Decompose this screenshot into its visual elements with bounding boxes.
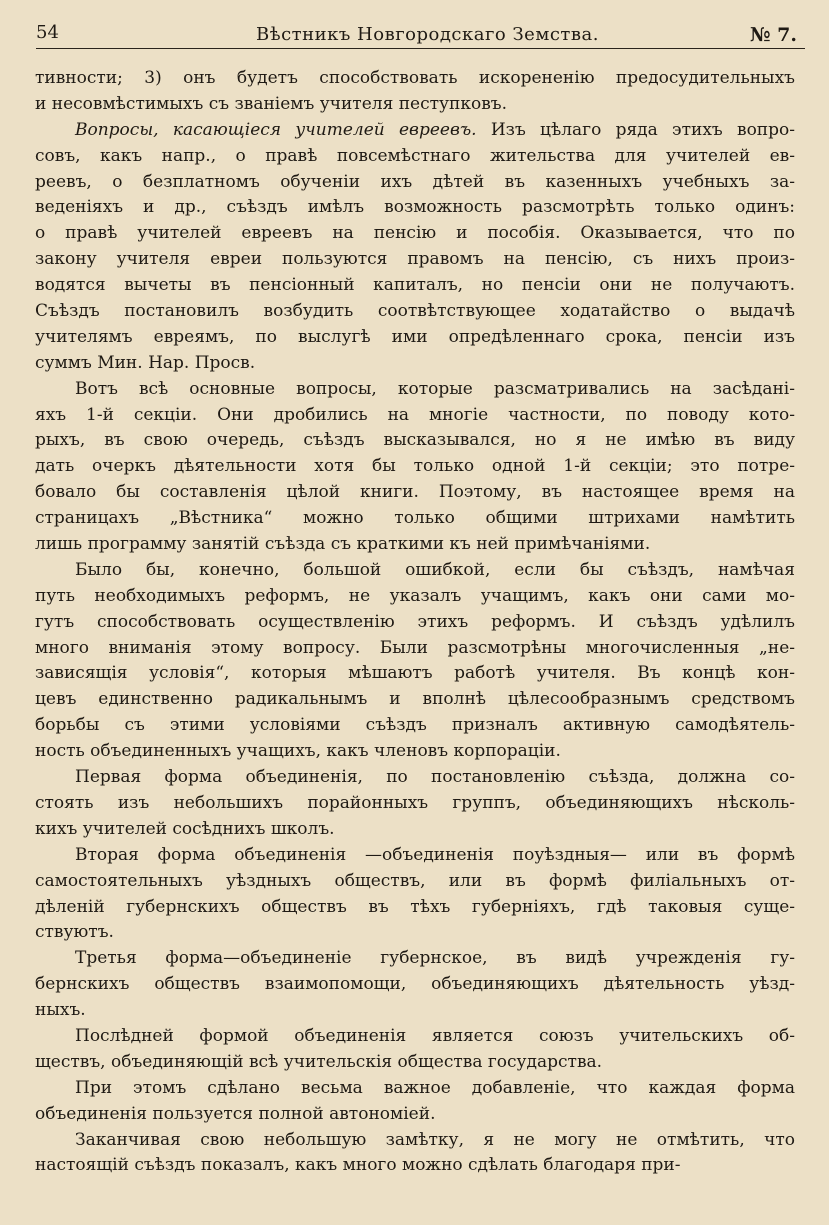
journal-title: Вѣстникъ Новгородскаго Земства. bbox=[256, 24, 599, 45]
line-text: Изъ цѣлаго ряда этихъ вопро- bbox=[476, 119, 795, 140]
text-line: борьбы съ этими условіями съѣздъ призналъ активную самодѣятель- bbox=[35, 715, 795, 736]
text-line: веденіяхъ и др., съѣздъ имѣлъ возможность разсмотрѣть только одинъ: bbox=[35, 197, 795, 218]
text-line: объединенія пользуется полной автономіей. bbox=[35, 1103, 436, 1124]
text-line bbox=[35, 118, 795, 144]
issue-number: № 7. bbox=[749, 24, 797, 46]
paragraph bbox=[35, 118, 795, 377]
text-line: настоящій съѣздъ показалъ, какъ много можно сдѣлать благодаря при- bbox=[35, 1155, 681, 1176]
article-body bbox=[35, 66, 795, 1179]
running-header bbox=[36, 20, 805, 50]
text-line: путь необходимыхъ реформъ, не указалъ учащимъ, какъ они сами мо- bbox=[35, 585, 795, 606]
paragraph bbox=[35, 66, 795, 118]
text-line: гутъ способствовать осуществленію этихъ реформъ. И съѣздъ удѣлилъ bbox=[35, 611, 795, 632]
text-line: цевъ единственно радикальнымъ и вполнѣ цѣлесообразнымъ средствомъ bbox=[35, 689, 795, 710]
text-line: водятся вычеты въ пенсіонный капиталъ, но пенсіи они не получаютъ. bbox=[35, 275, 795, 296]
paragraph bbox=[35, 558, 795, 765]
text-line: При этомъ сдѣлано весьма важное добавленіе, что каждая форма bbox=[75, 1077, 795, 1098]
text-line: самостоятельныхъ уѣздныхъ обществъ, или въ формѣ филіальныхъ от- bbox=[35, 870, 795, 891]
text-line: ствуютъ. bbox=[35, 922, 114, 943]
paragraph bbox=[35, 1128, 795, 1180]
text-line: кихъ учителей сосѣднихъ школъ. bbox=[35, 818, 335, 839]
paragraph bbox=[35, 377, 795, 558]
text-line: дѣленій губернскихъ обществъ въ тѣхъ губерніяхъ, гдѣ таковыя суще- bbox=[35, 896, 795, 917]
text-line: ществъ, объединяющій всѣ учительскія общества государства. bbox=[35, 1051, 603, 1072]
text-line: суммъ Мин. Нар. Просв. bbox=[35, 352, 256, 373]
text-line: Было бы, конечно, большой ошибкой, если бы съѣздъ, намѣчая bbox=[75, 559, 795, 580]
text-line: Послѣдней формой объединенія является союзъ учительскихъ об- bbox=[75, 1025, 795, 1046]
text-line: стоять изъ небольшихъ порайонныхъ группъ, объединяющихъ нѣсколь- bbox=[35, 792, 795, 813]
text-line: и несовмѣстимыхъ съ званіемъ учителя пеступковъ. bbox=[35, 93, 507, 114]
text-line: совъ, какъ напр., о правѣ повсемѣстнаго жительства для учителей ев- bbox=[35, 145, 795, 166]
text-line: о правѣ учителей евреевъ на пенсію и пособія. Оказывается, что по bbox=[35, 223, 795, 244]
text-line: бовало бы составленія цѣлой книги. Поэтому, въ настоящее время на bbox=[35, 482, 795, 503]
text-line: бернскихъ обществъ взаимопомощи, объединяющихъ дѣятельность уѣзд- bbox=[35, 974, 795, 995]
paragraph bbox=[35, 1024, 795, 1076]
text-line: дать очеркъ дѣятельности хотя бы только одной 1-й секціи; это потре- bbox=[35, 456, 795, 477]
header-rule bbox=[36, 48, 805, 49]
text-line: реевъ, о безплатномъ обученіи ихъ дѣтей въ казенныхъ учебныхъ за- bbox=[35, 171, 795, 192]
text-line: учителямъ евреямъ, по выслугѣ ими опредѣленнаго срока, пенсіи изъ bbox=[35, 326, 795, 347]
text-line: лишь программу занятій съѣзда съ краткими къ ней примѣчаніями. bbox=[35, 534, 651, 555]
text-line: страницахъ „Вѣстника“ можно только общими штрихами намѣтить bbox=[35, 508, 795, 529]
text-line: Съѣздъ постановилъ возбудить соотвѣтствующее ходатайство о выдачѣ bbox=[35, 301, 795, 322]
text-line: яхъ 1-й секціи. Они дробились на многіе частности, по поводу кото- bbox=[35, 404, 795, 425]
text-line: Третья форма—объединеніе губернское, въ видѣ учрежденія гу- bbox=[75, 948, 795, 969]
text-line: много вниманія этому вопросу. Были разсмотрѣны многочисленныя „не- bbox=[35, 637, 795, 658]
text-line: рыхъ, въ свою очередь, съѣздъ высказывался, но я не имѣю въ виду bbox=[35, 430, 795, 451]
page-number: 54 bbox=[36, 22, 59, 43]
text-line: Вотъ всѣ основные вопросы, которые разсматривались на засѣданi- bbox=[75, 378, 795, 399]
text-line: Первая форма объединенія, по постановленію съѣзда, должна со- bbox=[75, 767, 795, 788]
paragraph bbox=[35, 765, 795, 843]
paragraph bbox=[35, 843, 795, 947]
text-line: закону учителя евреи пользуются правомъ на пенсію, съ нихъ произ- bbox=[35, 249, 795, 270]
text-line: Заканчивая свою небольшую замѣтку, я не могу не отмѣтить, что bbox=[75, 1129, 795, 1150]
text-line: ность объединенныхъ учащихъ, какъ членовъ корпораціи. bbox=[35, 741, 561, 762]
paragraph bbox=[35, 1076, 795, 1128]
text-line: тивности; 3) онъ будетъ способствовать искорененію предосудительныхъ bbox=[35, 68, 795, 88]
text-line: Вторая форма объединенія —объединенія поуѣздныя— или въ формѣ bbox=[75, 844, 795, 865]
italic-heading: Вопросы, касающіеся учителей евреевъ. bbox=[75, 119, 477, 140]
paragraph bbox=[35, 946, 795, 1024]
text-line: зависящія условія“, которыя мѣшаютъ работѣ учителя. Въ концѣ кон- bbox=[35, 663, 795, 684]
text-line: ныхъ. bbox=[35, 1000, 86, 1021]
